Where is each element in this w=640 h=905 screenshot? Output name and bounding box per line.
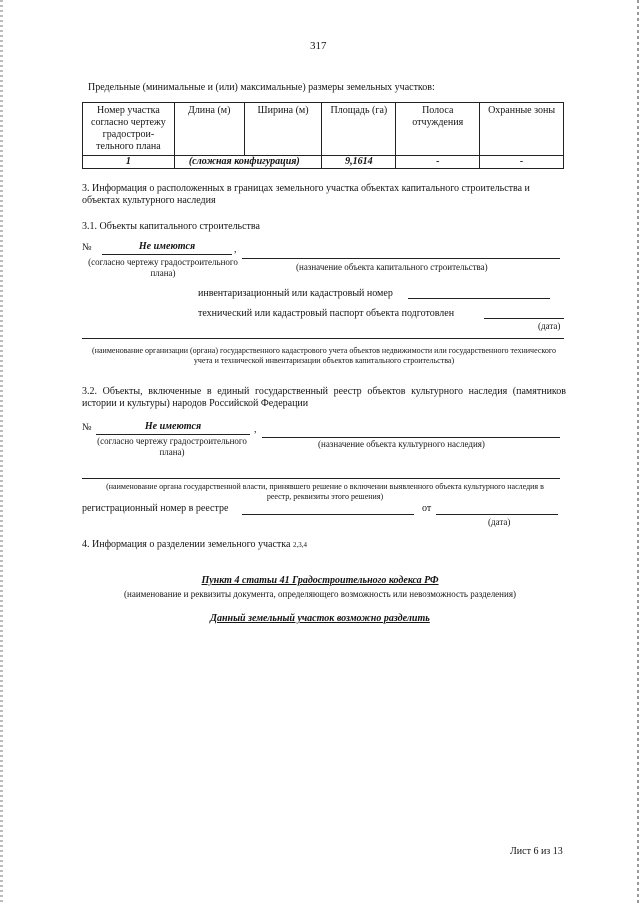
date-caption-2: (дата) xyxy=(488,517,511,527)
section31-title: 3.1. Объекты капитального строительства xyxy=(82,221,260,232)
caption-drawing-2: (согласно чертежу градостроительного плана) xyxy=(97,436,247,457)
scan-edge-left xyxy=(0,0,3,905)
objects-number-value: Не имеются xyxy=(138,241,196,252)
section4-title-text: 4. Информация о разделении земельного участка xyxy=(82,539,291,550)
comma: , xyxy=(254,424,257,435)
passport-date-line xyxy=(484,318,564,319)
section3-title: 3. Информация о расположенных в границах земельного участка объектах капитального строительства и объектах культурного наследия xyxy=(82,183,530,206)
org-line xyxy=(82,338,564,339)
sheet-footer: Лист 6 из 13 xyxy=(510,846,563,857)
table-header-cell: Охранные зоны xyxy=(480,103,564,156)
caption-drawing: (согласно чертежу градостроительного плана) xyxy=(88,257,238,278)
heritage-number-value: Не имеются xyxy=(144,421,202,432)
table-header-cell: Полоса отчуждения xyxy=(396,103,480,156)
table-cell: - xyxy=(396,156,480,169)
table-header-row xyxy=(83,103,564,156)
division-basis-caption: (наименование и реквизиты документа, определяющего возможность или невозможность разделения) xyxy=(124,589,516,599)
table-cell: - xyxy=(480,156,564,169)
division-conclusion: Данный земельный участок возможно разделить xyxy=(210,613,430,624)
table-header-cell: Ширина (м) xyxy=(244,103,322,156)
reg-date-line xyxy=(436,514,558,515)
inventory-label: инвентаризационный или кадастровый номер xyxy=(198,288,393,299)
table-header-cell: Площадь (га) xyxy=(322,103,396,156)
table-cell: (сложная конфигурация) xyxy=(174,156,322,169)
authority-line xyxy=(82,478,560,479)
reg-line xyxy=(242,514,414,515)
caption-heritage: (назначение объекта культурного наследия) xyxy=(318,439,485,449)
heritage-purpose-line xyxy=(262,437,560,438)
authority-caption: (наименование органа государственной власти, принявшего решение о включении выявленного объекта культурного наследия в реестр, реквизиты этого решения) xyxy=(106,482,544,501)
table-row xyxy=(83,156,564,169)
section4-title xyxy=(82,539,307,551)
heritage-number-line xyxy=(96,434,250,435)
table-cell: 1 xyxy=(83,156,175,169)
caption-purpose: (назначение объекта капитального строительства) xyxy=(296,262,488,272)
section4-footnote-refs: 2,3,4 xyxy=(292,541,307,549)
scan-edge-right xyxy=(637,0,639,905)
purpose-line xyxy=(242,258,560,259)
reg-label: регистрационный номер в реестре xyxy=(82,503,229,514)
org-caption: (наименование организации (органа) государственного кадастрового учета объектов недвижимости или государственного технического учета и технической инвентаризации объектов капитального строительства) xyxy=(92,346,556,365)
comma: , xyxy=(234,244,237,255)
table-cell: 9,1614 xyxy=(322,156,396,169)
page-number: 317 xyxy=(310,40,327,52)
sizes-heading: Предельные (минимальные и (или) максимальные) размеры земельных участков: xyxy=(88,82,435,93)
inventory-line xyxy=(408,298,550,299)
objects-number-line xyxy=(102,254,232,255)
table-header-cell: Номер участка согласно чертежу градострои-тельного плана xyxy=(83,103,175,156)
sizes-table xyxy=(82,102,564,169)
table-header-cell: Длина (м) xyxy=(174,103,244,156)
passport-label: технический или кадастровый паспорт объекта подготовлен xyxy=(198,308,455,319)
section32-title: 3.2. Объекты, включенные в единый государственный реестр объектов культурного наследия (памятников истории и культуры) народов Российской Федерации xyxy=(82,386,566,409)
division-basis: Пункт 4 статьи 41 Градостроительного кодекса РФ xyxy=(201,575,439,586)
date-caption: (дата) xyxy=(538,321,561,331)
from-label: от xyxy=(422,503,432,514)
number-sign: № xyxy=(82,422,92,433)
number-sign: № xyxy=(82,242,92,253)
